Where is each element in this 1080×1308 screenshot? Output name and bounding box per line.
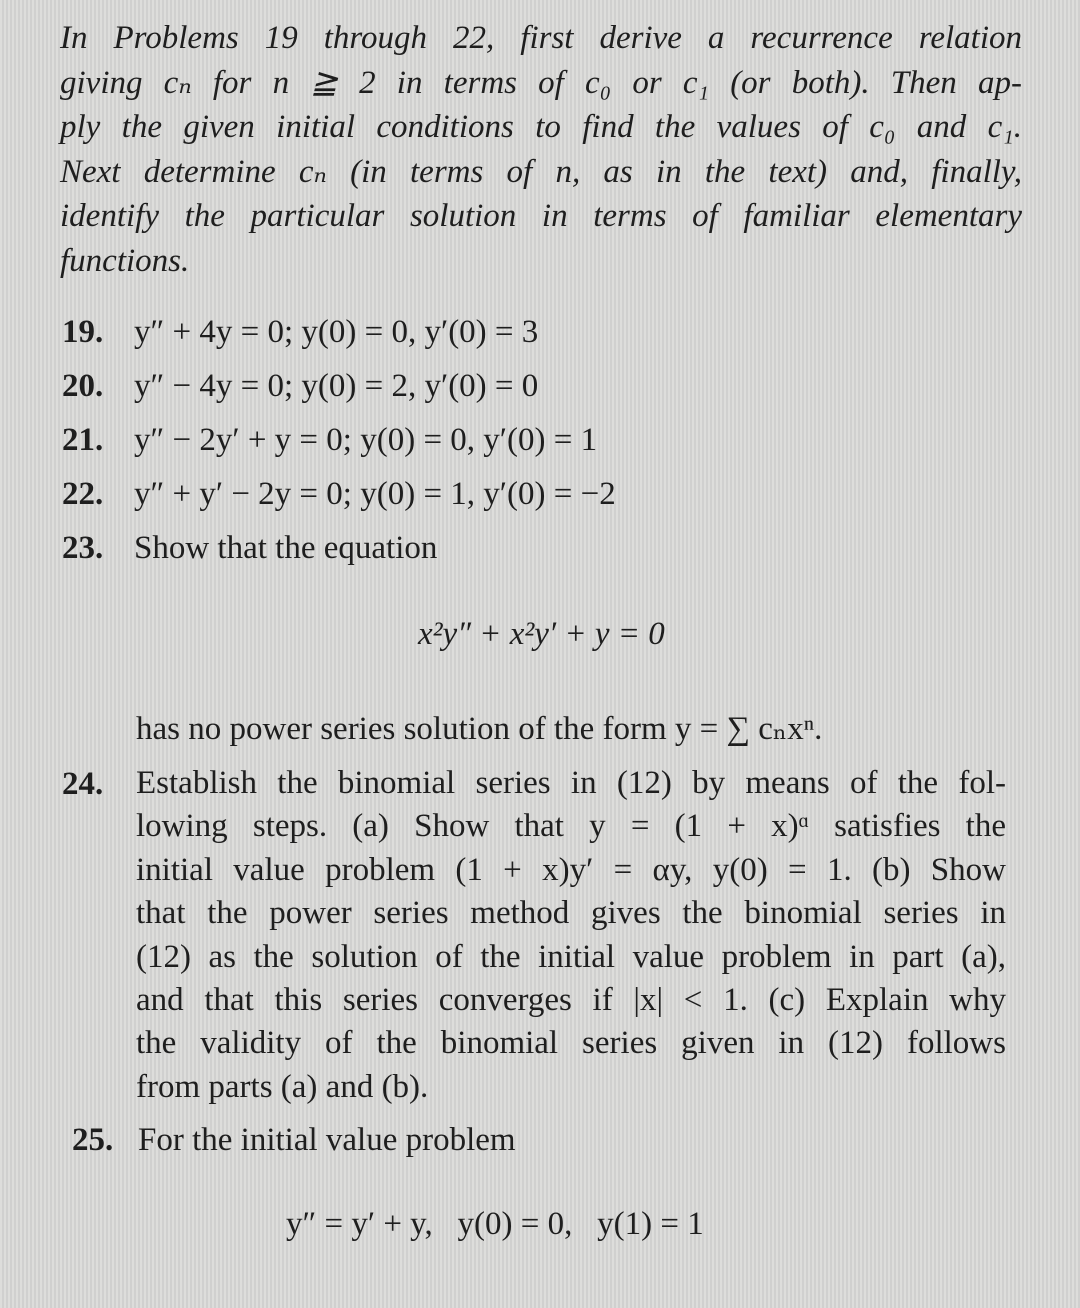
problem-line: the validity of the binomial series given in (12) follows	[136, 1025, 1006, 1062]
problem-line: (12) as the solution of the initial value problem in part (a),	[136, 938, 1006, 975]
problem-number: 23.	[62, 530, 104, 566]
problem-number: 21.	[62, 422, 104, 458]
instructions-line: ply the given initial conditions to find the values of c₀ and c₁.	[60, 109, 1022, 146]
display-equation: y″ = y′ + y, y(0) = 0, y(1) = 1	[286, 1206, 704, 1242]
problem-equation: y″ + 4y = 0; y(0) = 0, y′(0) = 3	[134, 314, 539, 350]
instructions-line: functions.	[60, 242, 190, 279]
problem-line: lowing steps. (a) Show that y = (1 + x)ᵅ satisfies the	[136, 808, 1006, 845]
instructions-line: In Problems 19 through 22, first derive a recurrence relation	[60, 20, 1022, 56]
problem-equation: y″ − 2y′ + y = 0; y(0) = 0, y′(0) = 1	[134, 422, 598, 458]
problem-lead: Show that the equation	[134, 530, 438, 566]
problem-line: from parts (a) and (b).	[136, 1068, 429, 1105]
instructions-line: identify the particular solution in terms of familiar elementary	[60, 198, 1022, 235]
instructions-line: Next determine cₙ (in terms of n, as in the text) and, finally,	[60, 153, 1022, 190]
instructions-paragraph	[60, 16, 1022, 284]
problem-lead: For the initial value problem	[138, 1122, 516, 1158]
display-equation: x²y″ + x²y′ + y = 0	[418, 616, 665, 652]
problem-line: Establish the binomial series in (12) by means of the fol-	[136, 765, 1006, 801]
problem-number: 22.	[62, 476, 104, 512]
instructions-line: giving cₙ for n ≧ 2 in terms of c₀ or c₁ (or both). Then ap-	[60, 64, 1022, 101]
problem-conclusion: has no power series solution of the form y = ∑ cₙxⁿ.	[136, 711, 823, 747]
problem-equation: y″ + y′ − 2y = 0; y(0) = 1, y′(0) = −2	[134, 476, 616, 512]
problem-number: 24.	[62, 766, 104, 802]
problem-line: that the power series method gives the binomial series in	[136, 895, 1006, 932]
problem-number: 25.	[72, 1122, 114, 1158]
problem-line: initial value problem (1 + x)y′ = αy, y(0) = 1. (b) Show	[136, 851, 1006, 888]
problem-equation: y″ − 4y = 0; y(0) = 2, y′(0) = 0	[134, 368, 539, 404]
problem-line: and that this series converges if |x| < 1. (c) Explain why	[136, 982, 1006, 1019]
problem-number: 20.	[62, 368, 104, 404]
problem-number: 19.	[62, 314, 104, 350]
problem-24-text	[136, 762, 1006, 1109]
